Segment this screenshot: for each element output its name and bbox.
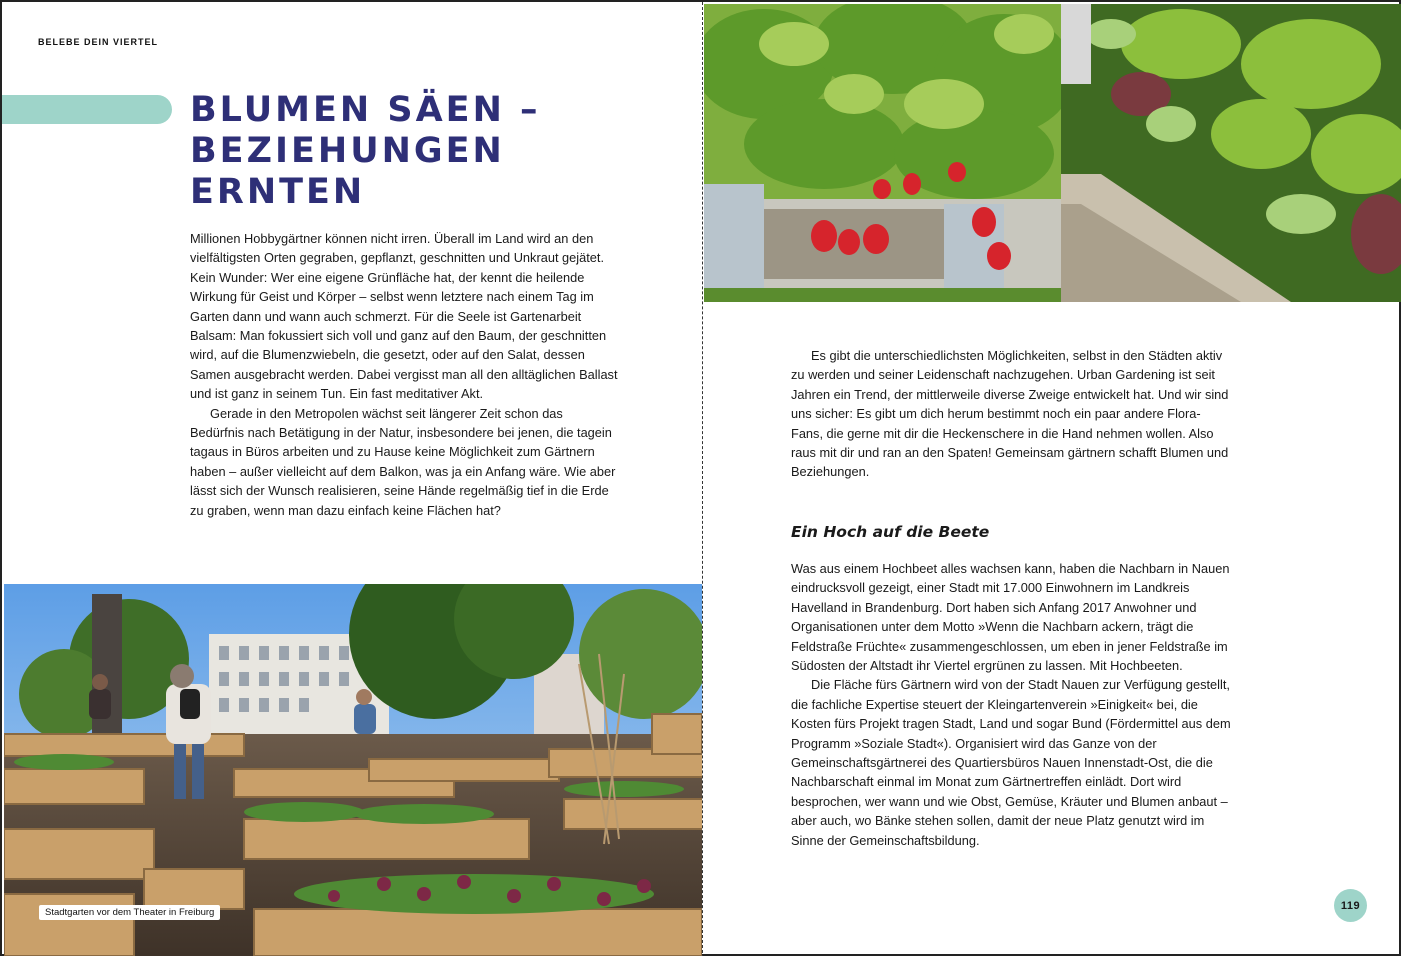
title-line: BEZIEHUNGEN [190, 131, 505, 171]
title-line: BLUMEN SÄEN – [190, 90, 541, 130]
running-head: BELEBE DEIN VIERTEL [38, 37, 159, 47]
title-line: ERNTEN [190, 172, 366, 212]
page-number: 119 [1334, 889, 1367, 922]
left-body-text [190, 229, 620, 520]
paragraph: Die Fläche fürs Gärtnern wird von der Stadt Nauen zur Verfügung gestellt, die fachliche Expertise steuert der Kleingartenverein »Einigkeit« bei, die Kosten fürs Projekt tragen Stadt, Land und sogar Bund (Fördermittel aus dem Programm »Soziale Stadt«). Organisiert wird das Ganze von der Gemeinschaftsgärtnerei des Quartiersbüros Nauen Innenstadt-Ost, die die Nachbarschaft einmal im Monat zum Gärtnertreffen einlädt. Dort wird besprochen, wer wann und wie Obst, Gemüse, Kräuter und Blumen anbaut – aber auch, wo Bänke stehen sollen, damit der neue Platz genutzt wird im Sinne der Gemeinschaftsbildung. [791, 677, 1231, 848]
paragraph: Gerade in den Metropolen wächst seit längerer Zeit schon das Bedürfnis nach Betätigung in der Natur, insbesondere bei jenen, die tagein tagaus in Büros arbeiten und zu Hause keine Möglichkeit zum Gärtnern haben – außer vielleicht auf dem Balkon, was ja ein Anfang wäre. Wie aber lässt sich der Wunsch realisieren, seine Hände regelmäßig tief in die Erde zu graben, wenn man dazu einfach keine Flächen hat? [190, 405, 616, 518]
strawberry-photo [704, 4, 1061, 302]
paragraph: Es gibt die unterschiedlichsten Möglichkeiten, selbst in den Städten aktiv zu werden und seiner Leidenschaft nachzugehen. Urban Gardening ist seit Jahren ein Trend, der mittlerweile diverse Zweige entwickelt hat. Und wir sind uns sicher: Es gibt um dich herum bestimmt noch ein paar andere Flora-Fans, die gerne mit dir die Heckenschere in die Hand nehmen wollen. Also raus mit dir und ran an den Spaten! Gemeinsam gärtnern schafft Blumen und Beziehungen. [791, 348, 1229, 480]
garden-photo [4, 584, 702, 956]
paragraph: Was aus einem Hochbeet alles wachsen kann, haben die Nachbarn in Nauen eindrucksvoll gezeigt, einer Stadt mit 17.000 Einwohnern im Landkreis Havelland in Brandenburg. Dort haben sich Anfang 2017 Anwohner und Organisationen unter dem Motto »Wenn die Nachbarn ackern, trägt die Feldstraße Früchte« zusammengeschlossen, um eben in jener Feldstraße im Südosten der Altstadt ihr Viertel ergrünen zu lassen. Mit Hochbeeten. [791, 561, 1230, 674]
right-intro-text [791, 346, 1231, 482]
article-title [190, 90, 610, 213]
accent-bar [2, 95, 172, 124]
page-gutter [702, 2, 703, 956]
subheading: Ein Hoch auf die Beete [791, 523, 990, 541]
photo-caption: Stadtgarten vor dem Theater in Freiburg [39, 905, 220, 920]
paragraph: Millionen Hobbygärtner können nicht irren. Überall im Land wird an den vielfältigsten Orten gegraben, gepflanzt, geschnitten und Unkraut gejätet. Kein Wunder: Wer eine eigene Grünfläche hat, der kennt die heilende Wirkung für Geist und Körper – selbst wenn letztere nach einem Tag im Garten dann und wann auch schmerzt. Für die Seele ist Gartenarbeit Balsam: Man fokussiert sich voll und ganz auf den Baum, der geschnitten wird, auf die Blumenzwiebeln, die gesetzt, oder auf den Salat, dessen Samen ausgebracht werden. Dabei vergisst man all den alltäglichen Ballast und ist ganz in seinem Tun. Ein fast meditativer Akt. [190, 231, 618, 402]
raised-bed-photo [1061, 4, 1401, 302]
right-body-text [791, 559, 1231, 850]
